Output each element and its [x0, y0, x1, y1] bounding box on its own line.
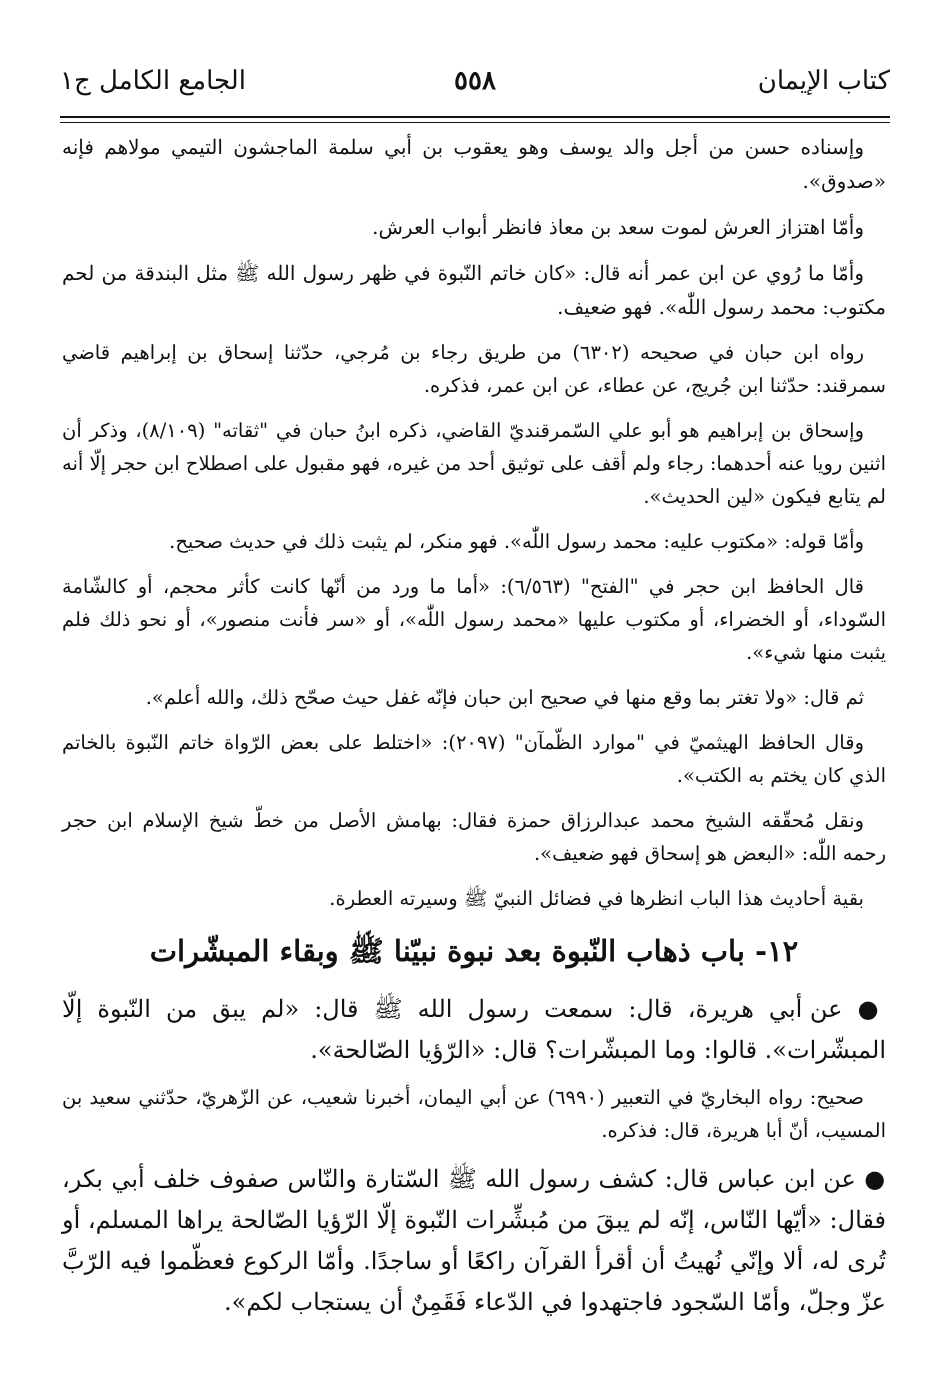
paragraph-arsh: وأمّا اهتزاز العرش لموت سعد بن معاذ فانظر أبواب العرش. — [372, 215, 864, 239]
chapter-heading: ١٢- باب ذهاب النّبوة بعد نبوة نبيّنا ﷺ وبقاء المبشّرات — [149, 934, 799, 968]
paragraph-baqiyya: بقية أحاديث هذا الباب انظرها في فضائل النبيّ ﷺ وسيرته العطرة. — [329, 887, 864, 910]
hadith-ibn-abbas — [62, 1159, 886, 1323]
hadith-abu-hurayra — [62, 989, 886, 1071]
paragraph-thumma-qala: ثم قال: «ولا تغتر بما وقع منها في صحيح ابن حبان فإنّه غفل حيث صحّح ذلك، والله أعلم». — [145, 686, 864, 709]
hadith-text: عن ابن عباس قال: كشف رسول الله ﷺ السّتارة والنّاس صفوف خلف أبي بكر، فقال: «أيّها النّاس، إنّه لم يبقَ من مُبشِّرات النّبوة إلّا الرّؤيا الصّالحة يراها المسلم، أو تُرى له، ألا وإنّي نُهيتُ أن أقرأ القرآن راكعًا أو ساجدًا. وأمّا الركوع فعظّموا فيه الرّبَّ عزّ وجلّ، وأمّا السّجود فاجتهدوا في الدّعاء فَقَمِنٌ أن يستجاب لكم». — [62, 1165, 886, 1316]
paragraph-ibn-hajar: قال الحافظ ابن حجر في "الفتح" (٦/٥٦٣): «أما ما ورد من أنّها كانت كأثر محجم، أو كالشّامة السّوداء، أو الخضراء، أو مكتوب عليها «محمد رسول اللّٰه»، أو «سر فأنت منصور»، أو نحو ذلك فلم يثبت منها شيء». — [62, 575, 886, 664]
page-body — [62, 130, 886, 1333]
note-sahih: صحيح: رواه البخاريّ في التعبير (٦٩٩٠) عن أبي اليمان، أخبرنا شعيب، عن الزّهريّ، حدّثني سعيد بن المسيب، أنّ أبا هريرة، قال: فذكره. — [62, 1086, 886, 1142]
volume-title: الجامع الكامل ج١ — [60, 66, 246, 96]
paragraph-haythami: وقال الحافظ الهيثميّ في "موارد الظّمآن" (٢٠٩٧): «اختلط على بعض الرّواة خاتم النّبوة بالخاتم الذي كان يختم به الكتب». — [62, 731, 886, 787]
paragraph-ishaq: وإسحاق بن إبراهيم هو أبو علي السّمرقنديّ القاضي، ذكره ابنُ حبان في "ثقاته" (٨/١٠٩)، وذكر أن اثنين رويا عنه أحدهما: رجاء ولم أقف على توثيق أحد من غيره، فهو مقبول على اصطلاح ابن حجر إلّا أنه لم يتابع فيكون «لين الحديث». — [62, 419, 886, 508]
hadith-text: عن أبي هريرة، قال: سمعت رسول الله ﷺ قال: «لم يبق من النّبوة إلّا المبشّرات». قالوا: وما المبشّرات؟ قال: «الرّؤيا الصّالحة». — [62, 995, 886, 1064]
paragraph-muhaqqiq: ونقل مُحقّقه الشيخ محمد عبدالرزاق حمزة فقال: بهامش الأصل من خطّ شيخ الإسلام ابن حجر رحمه اللّٰه: «البعض هو إسحاق فهو ضعيف». — [62, 809, 886, 865]
header-rule — [60, 116, 890, 123]
bullet-icon: ● — [864, 1165, 886, 1193]
paragraph-isnad: وإسناده حسن من أجل والد يوسف وهو يعقوب بن أبي سلمة الماجشون التيمي مولاهم فإنه «صدوق». — [62, 135, 886, 193]
paragraph-ibn-umar: وأمّا ما رُوي عن ابن عمر أنه قال: «كان خاتم النّبوة في ظهر رسول الله ﷺ مثل البندقة من لحم مكتوب: محمد رسول اللّٰه». فهو ضعيف. — [62, 261, 886, 319]
paragraph-maktub: وأمّا قوله: «مكتوب عليه: محمد رسول اللّٰه». فهو منكر، لم يثبت ذلك في حديث صحيح. — [169, 530, 864, 553]
bullet-icon: ● — [857, 995, 886, 1023]
paragraph-ibn-hibban: رواه ابن حبان في صحيحه (٦٣٠٢) من طريق رجاء بن مُرجي، حدّثنا إسحاق بن إبراهيم قاضي سمرقند: حدّثنا ابن جُريج، عن عطاء، عن ابن عمر، فذكره. — [62, 341, 886, 397]
page-header — [60, 66, 890, 106]
page-number: ٥٥٨ — [454, 66, 496, 96]
book-title: كتاب الإيمان — [757, 66, 890, 96]
